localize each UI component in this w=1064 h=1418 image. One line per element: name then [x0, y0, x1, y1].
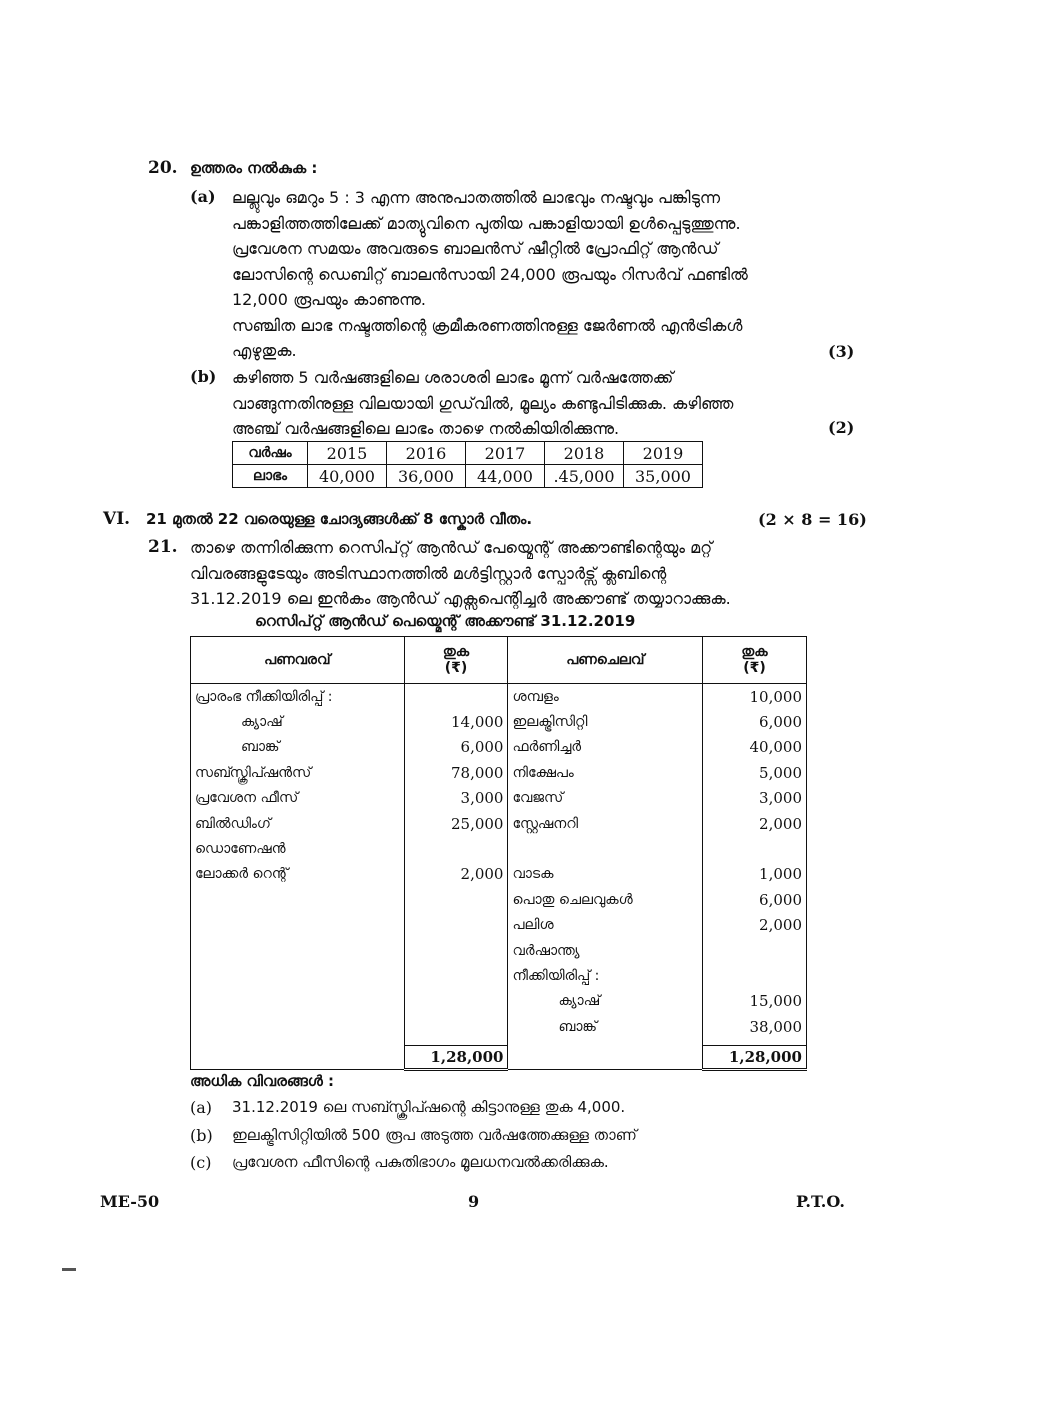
table-row	[191, 938, 807, 963]
year-header: വർഷം	[233, 442, 308, 465]
scan-mark	[62, 1268, 76, 1271]
payment-amount: 2,000	[703, 913, 807, 938]
receipt-payment-body	[191, 684, 807, 1046]
receipt-amount	[404, 887, 508, 912]
total-receipts: 1,28,000	[404, 1046, 508, 1070]
receipt-item: ക്യാഷ്	[191, 709, 405, 734]
additional-info-title: അധിക വിവരങ്ങൾ :	[190, 1072, 335, 1090]
receipt-amount	[404, 684, 508, 710]
receipt-amount: 6,000	[404, 735, 508, 760]
rupee-label: (₹)	[444, 660, 468, 676]
q21-line: താഴെ തന്നിരിക്കുന്ന റെസിപ്റ്റ് ആൻഡ് പേയ്മെന്റ് അക്കൗണ്ടിന്റെയും മറ്റ്	[190, 538, 713, 557]
profit-cell: 35,000	[624, 465, 703, 488]
q20a-label: (a)	[190, 187, 216, 206]
profit-header: ലാഭം	[233, 465, 308, 488]
receipt-amount	[404, 989, 508, 1014]
table-row	[191, 684, 807, 710]
q20a-line: 12,000 രൂപയും കാണുന്നു.	[232, 290, 427, 309]
payment-amount: 3,000	[703, 786, 807, 811]
additional-c-label: (c)	[190, 1153, 212, 1172]
question-20-title: ഉത്തരം നൽകുക :	[190, 159, 318, 177]
q20b-line: കഴിഞ്ഞ 5 വർഷങ്ങളിലെ ശരാശരി ലാഭം മൂന്ന് വർഷത്തേക്ക്	[232, 368, 674, 387]
receipt-amount	[404, 1014, 508, 1046]
page-number: 9	[468, 1192, 480, 1211]
receipt-amount: 78,000	[404, 760, 508, 785]
payment-amount: 10,000	[703, 684, 807, 710]
q20b-marks: (2)	[828, 418, 855, 437]
payment-amount: 40,000	[703, 735, 807, 760]
payments-amount-header	[703, 637, 807, 684]
section-6-number: VI.	[103, 509, 131, 529]
receipt-amount: 2,000	[404, 862, 508, 887]
table-row	[191, 786, 807, 811]
table-row	[191, 709, 807, 734]
table-row	[191, 862, 807, 887]
profit-cell: 36,000	[387, 465, 466, 488]
payment-amount	[703, 938, 807, 963]
q20a-line: ലോസിന്റെ ഡെബിറ്റ് ബാലൻസായി 24,000 രൂപയും റിസർവ് ഫണ്ടിൽ	[232, 264, 748, 284]
section-6-title: 21 മുതൽ 22 വരെയുള്ള ചോദ്യങ്ങൾക്ക് 8 സ്കോർ വീതം.	[146, 510, 533, 528]
totals-blank	[191, 1046, 405, 1070]
year-cell: 2015	[308, 442, 387, 465]
payment-item: ഫർണിച്ചർ	[508, 735, 703, 760]
profit-cell: 44,000	[466, 465, 545, 488]
payment-item: വേജസ്	[508, 786, 703, 811]
q21-line: 31.12.2019 ലെ ഇൻകം ആൻഡ് എക്സപെന്റിച്ചർ അക്കൗണ്ട് തയ്യാറാക്കുക.	[190, 589, 731, 608]
q20a-marks: (3)	[828, 342, 855, 361]
q21-text	[190, 535, 826, 612]
table-row	[191, 735, 807, 760]
receipt-amount	[404, 836, 508, 861]
receipt-item: ലോക്കർ റെന്റ്	[191, 862, 405, 887]
question-21-number: 21.	[148, 537, 178, 557]
profit-table-profit-row	[233, 465, 703, 488]
q20b-label: (b)	[190, 367, 217, 386]
q20b-text	[232, 365, 826, 442]
q20a-text	[232, 185, 826, 364]
q21-line: വിവരങ്ങളുടേയും അടിസ്ഥാനത്തിൽ മൾട്ടിസ്റ്റാർ സ്പോർട്സ് ക്ലബിന്റെ	[190, 563, 667, 583]
payment-item: വാടക	[508, 862, 703, 887]
receipt-amount: 14,000	[404, 709, 508, 734]
table-row	[191, 1014, 807, 1046]
payment-amount: 38,000	[703, 1014, 807, 1046]
q20a-line: ലല്ലുവും ഒമറും 5 : 3 എന്ന അനുപാതത്തിൽ ലാഭവും നഷ്ടവും പങ്കിടുന്ന	[232, 188, 721, 207]
payment-item: പലിശ	[508, 913, 703, 938]
amount-label: തുക	[741, 644, 768, 660]
profit-table-year-row	[233, 442, 703, 465]
receipt-item	[191, 1014, 405, 1046]
payment-item: സ്റ്റേഷനറി	[508, 811, 703, 836]
receipt-item: സബ്സ്ക്രിപ്ഷൻസ്	[191, 760, 405, 785]
q20a-line: പ്രവേശന സമയം അവരുടെ ബാലൻസ് ഷീറ്റിൽ പ്രോഫിറ്റ് ആൻഡ്	[232, 239, 719, 258]
table-row	[191, 811, 807, 836]
q20b-line: അഞ്ച് വർഷങ്ങളിലെ ലാഭം താഴെ നൽകിയിരിക്കുന്നു.	[232, 419, 620, 438]
payment-item: പൊതു ചെലവുകൾ	[508, 887, 703, 912]
receipt-amount: 25,000	[404, 811, 508, 836]
q20a-line: പങ്കാളിത്തത്തിലേക്ക് മാത്യുവിനെ പുതിയ പങ്കാളിയായി ഉൾപ്പെടുത്തുന്നു.	[232, 213, 741, 233]
payment-item: ബാങ്ക്	[508, 1014, 703, 1046]
year-cell: 2018	[545, 442, 624, 465]
additional-b-text: ഇലക്ട്രിസിറ്റിയിൽ 500 രൂപ അടുത്ത വർഷത്തേക്കുള്ള താണ്	[232, 1126, 637, 1144]
amount-label: തുക	[442, 644, 470, 660]
table-row	[191, 913, 807, 938]
receipt-payment-table	[190, 636, 807, 1071]
receipts-amount-header	[404, 637, 508, 684]
q20a-line: എഴുതുക.	[232, 341, 297, 360]
receipt-item: ബാങ്ക്	[191, 735, 405, 760]
additional-c-text: പ്രവേശന ഫീസിന്റെ പകുതിഭാഗം മൂലധനവൽക്കരിക്കുക.	[232, 1153, 609, 1171]
receipt-payment-table-title: റെസിപ്റ്റ് ആൻഡ് പെയ്മെന്റ് അക്കൗണ്ട് 31.12.2019	[255, 612, 636, 630]
table-row	[191, 760, 807, 785]
additional-b-label: (b)	[190, 1126, 213, 1145]
year-cell: 2016	[387, 442, 466, 465]
receipt-item	[191, 989, 405, 1014]
receipt-item	[191, 887, 405, 912]
table-row	[191, 887, 807, 912]
paper-code: ME-50	[100, 1192, 160, 1211]
receipt-item: പ്രവേശന ഫീസ്	[191, 786, 405, 811]
section-6-marks: (2 × 8 = 16)	[758, 510, 867, 529]
payment-item: വർഷാന്ത്യ	[508, 938, 703, 963]
payment-amount	[703, 836, 807, 861]
payment-item: ക്യാഷ്	[508, 989, 703, 1014]
totals-blank	[508, 1046, 703, 1070]
please-turn-over: P.T.O.	[796, 1192, 845, 1211]
payment-amount	[703, 963, 807, 988]
profit-cell: .45,000	[545, 465, 624, 488]
question-20-number: 20.	[148, 158, 178, 178]
table-row	[191, 836, 807, 861]
payment-amount: 6,000	[703, 709, 807, 734]
receipt-item	[191, 913, 405, 938]
receipt-item: ബിൽഡിംഗ്	[191, 811, 405, 836]
payment-amount: 1,000	[703, 862, 807, 887]
year-cell: 2019	[624, 442, 703, 465]
rupee-label: (₹)	[743, 660, 766, 676]
payments-header: പണചെലവ്	[508, 637, 703, 684]
payment-item	[508, 836, 703, 861]
payment-item: ശമ്പളം	[508, 684, 703, 710]
receipt-item	[191, 963, 405, 988]
payment-item: നീക്കിയിരിപ്പ് :	[508, 963, 703, 988]
receipt-amount	[404, 913, 508, 938]
payment-amount: 2,000	[703, 811, 807, 836]
payment-amount: 6,000	[703, 887, 807, 912]
receipt-item: ഡൊണേഷൻ	[191, 836, 405, 861]
additional-a-label: (a)	[190, 1098, 213, 1117]
payment-amount: 5,000	[703, 760, 807, 785]
year-cell: 2017	[466, 442, 545, 465]
receipt-amount	[404, 938, 508, 963]
q20b-line: വാങ്ങുന്നതിനുള്ള വിലയായി ഗുഡ്‌വിൽ, മൂല്യം കണ്ടുപിടിക്കുക. കഴിഞ്ഞ	[232, 393, 734, 413]
total-payments: 1,28,000	[703, 1046, 807, 1070]
payment-item: ഇലക്ട്രിസിറ്റി	[508, 709, 703, 734]
table-row	[191, 989, 807, 1014]
receipt-item	[191, 938, 405, 963]
profit-cell: 40,000	[308, 465, 387, 488]
receipt-amount: 3,000	[404, 786, 508, 811]
payment-amount: 15,000	[703, 989, 807, 1014]
table-row	[191, 963, 807, 988]
payment-item: നിക്ഷേപം	[508, 760, 703, 785]
receipt-item: പ്രാരംഭ നീക്കിയിരിപ്പ് :	[191, 684, 405, 710]
q20a-line: സഞ്ചിത ലാഭ നഷ്ടത്തിന്റെ ക്രമീകരണത്തിനുള്ള ജേർണൽ എൻട്രികൾ	[232, 315, 743, 335]
receipt-payment-header-row	[191, 637, 807, 684]
receipts-header: പണവരവ്	[191, 637, 405, 684]
profit-table	[232, 441, 703, 488]
additional-a-text: 31.12.2019 ലെ സബ്സ്ക്രിപ്ഷന്റെ കിട്ടാനുള്ള തുക 4,000.	[232, 1098, 626, 1116]
totals-row	[191, 1046, 807, 1070]
receipt-amount	[404, 963, 508, 988]
